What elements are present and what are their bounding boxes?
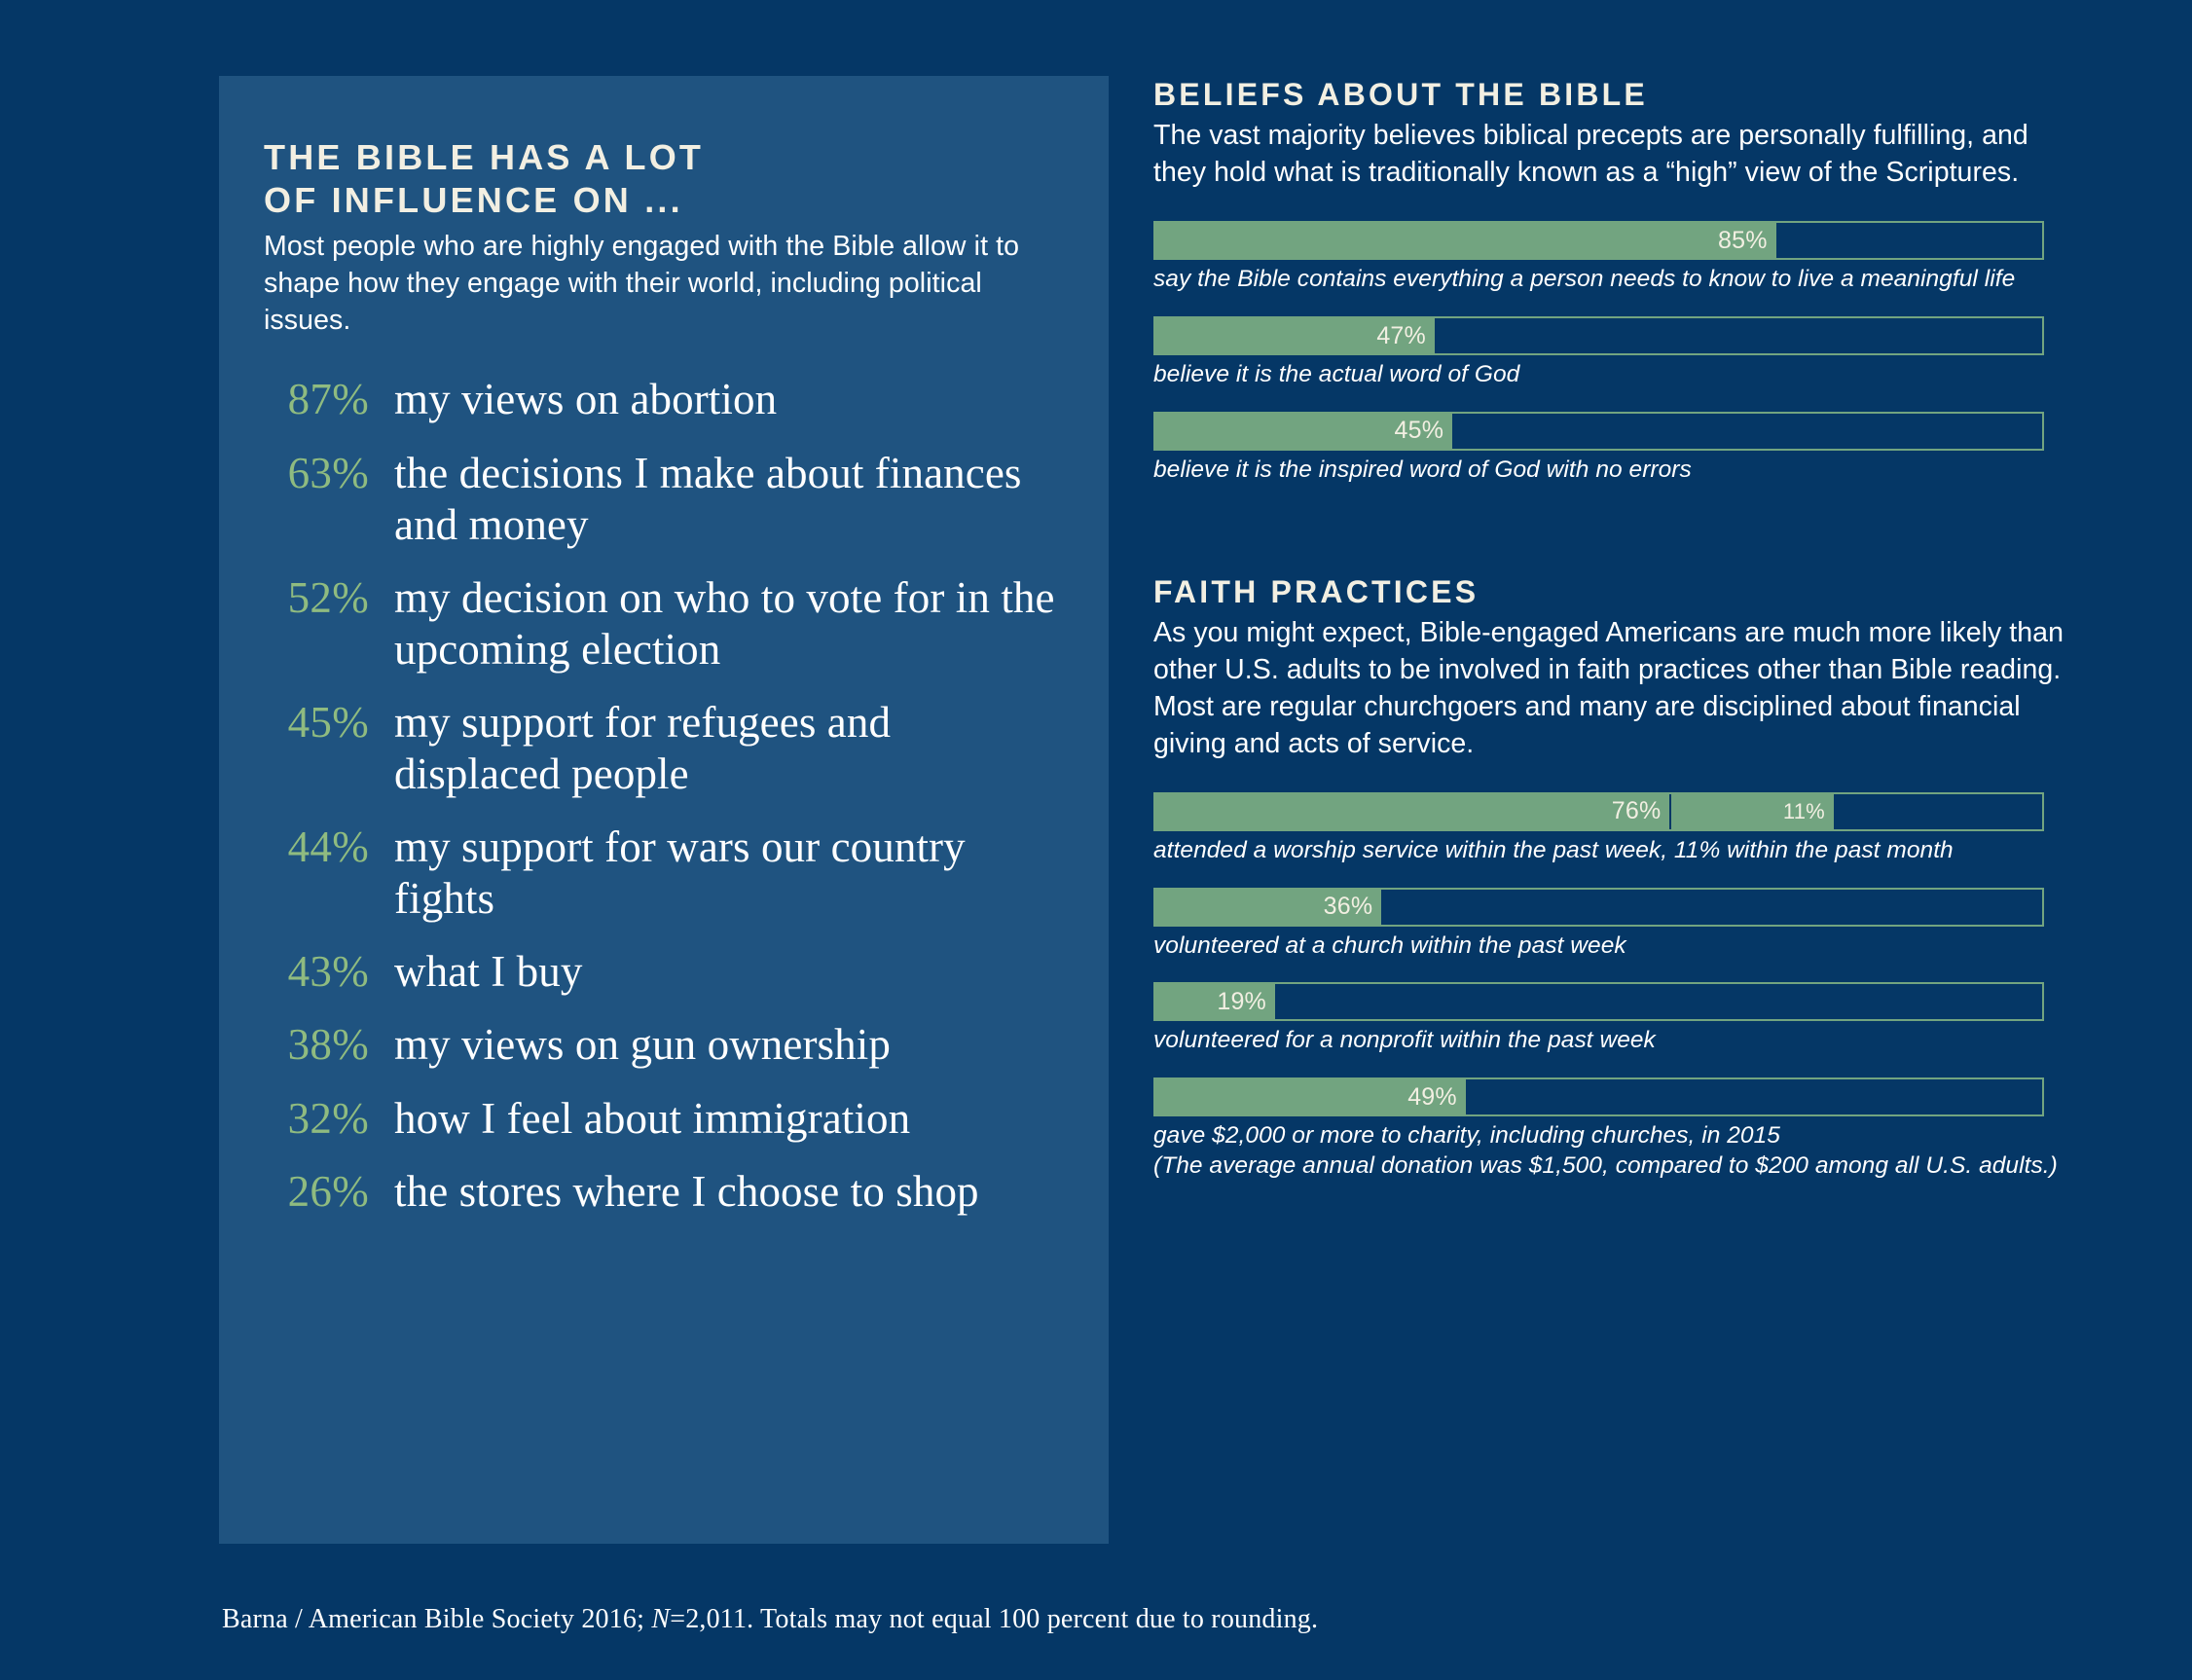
- list-item: [264, 822, 1056, 925]
- influence-label: my support for refugees and displaced people: [394, 697, 892, 799]
- influence-percent: 87%: [287, 375, 369, 424]
- bar-track: [1153, 316, 2044, 355]
- bar-caption: [1153, 1121, 2083, 1182]
- influence-title-line2: OF INFLUENCE ON ...: [264, 179, 683, 220]
- beliefs-section: [1153, 76, 2083, 486]
- influence-label: what I buy: [394, 947, 583, 997]
- practices-bars: [1153, 792, 2083, 1182]
- footnote-suffix: =2,011. Totals may not equal 100 percent due to rounding.: [670, 1604, 1319, 1634]
- influence-subtitle: Most people who are highly engaged with the Bible allow it to shape how they engage with their world, including political issues.: [264, 230, 1020, 336]
- list-item: [264, 1166, 1056, 1218]
- bar-value: 19%: [1217, 987, 1266, 1015]
- bar-segment-secondary: [1669, 794, 1834, 829]
- bar-track: [1153, 412, 2044, 451]
- bar-segment: [1155, 414, 1452, 449]
- list-item: [264, 1019, 1056, 1071]
- bar-caption: say the Bible contains everything a person needs to know to live a meaningful life: [1153, 266, 2016, 293]
- bar-block: [1153, 792, 2083, 866]
- influence-list: [264, 374, 1056, 1217]
- bar-track: [1153, 1077, 2044, 1116]
- beliefs-description: The vast majority believes biblical precepts are personally fulfilling, and they hold what is traditionally known as a “high” view of the Scriptures.: [1153, 120, 2028, 189]
- bar-value: 47%: [1376, 321, 1426, 349]
- bar-value: 36%: [1323, 893, 1373, 921]
- bar-block: [1153, 316, 2083, 390]
- practices-description: As you might expect, Bible-engaged Americans are much more likely than other U.S. adults to be involved in faith practices other than Bible reading. Most are regular churchgoers and many are disciplined about financial giving and acts of service.: [1153, 617, 2064, 759]
- influence-label: my support for wars our country fights: [394, 822, 966, 924]
- influence-percent: 32%: [287, 1093, 369, 1143]
- source-footnote: [222, 1604, 1318, 1635]
- influence-percent: 44%: [287, 822, 369, 872]
- influence-label: my decision on who to vote for in the upcoming election: [394, 572, 1055, 674]
- footnote-n: N: [651, 1604, 671, 1634]
- bar-track: [1153, 221, 2044, 260]
- bar-track: [1153, 888, 2044, 927]
- bar-value: 85%: [1718, 226, 1768, 254]
- bar-value-secondary: 11%: [1782, 798, 1825, 823]
- bar-caption: attended a worship service within the past week, 11% within the past month: [1153, 836, 1954, 863]
- bar-block: [1153, 1077, 2083, 1182]
- bar-value: 45%: [1394, 417, 1444, 445]
- influence-percent: 43%: [287, 947, 369, 997]
- bar-caption-line2: (The average annual donation was $1,500, compared to $200 among all U.S. adults.): [1153, 1152, 2058, 1180]
- bar-caption: volunteered for a nonprofit within the past week: [1153, 1027, 1656, 1054]
- influence-title-line1: THE BIBLE HAS A LOT: [264, 137, 705, 177]
- bar-value: 49%: [1407, 1082, 1457, 1111]
- influence-label: the decisions I make about finances and money: [394, 448, 1022, 549]
- list-item: [264, 448, 1056, 551]
- influence-percent: 52%: [287, 572, 369, 622]
- influence-label: how I feel about immigration: [394, 1093, 911, 1143]
- influence-label: the stores where I choose to shop: [394, 1166, 979, 1216]
- bar-caption: volunteered at a church within the past week: [1153, 931, 1626, 959]
- bar-segment: [1155, 984, 1275, 1019]
- bar-track: [1153, 982, 2044, 1021]
- practices-section: [1153, 573, 2083, 1182]
- bar-segment: [1155, 223, 1776, 258]
- bar-caption: believe it is the inspired word of God with no errors: [1153, 456, 1692, 483]
- list-item: [264, 697, 1056, 800]
- bar-segment: [1155, 318, 1435, 353]
- beliefs-title: BELIEFS ABOUT THE BIBLE: [1153, 77, 1648, 112]
- list-item: [264, 572, 1056, 676]
- bar-value: 76%: [1611, 797, 1662, 825]
- bar-segment: [1155, 794, 1669, 829]
- bar-block: [1153, 982, 2083, 1056]
- list-item: [264, 1093, 1056, 1145]
- influence-label: my views on gun ownership: [394, 1020, 891, 1070]
- influence-percent: 63%: [287, 448, 369, 497]
- bar-block: [1153, 888, 2083, 962]
- list-item: [264, 374, 1056, 425]
- right-column: [1153, 76, 2083, 1203]
- bar-caption-line1: gave $2,000 or more to charity, including churches, in 2015: [1153, 1122, 1780, 1150]
- bar-segment: [1155, 890, 1381, 925]
- list-item: [264, 946, 1056, 998]
- influence-title: [264, 136, 1056, 222]
- section-spacer: [1153, 507, 2083, 573]
- bar-caption: believe it is the actual word of God: [1153, 361, 1520, 388]
- bar-segment: [1155, 1079, 1466, 1114]
- influence-label: my views on abortion: [394, 375, 778, 424]
- practices-title: FAITH PRACTICES: [1153, 573, 1480, 609]
- influence-percent: 26%: [287, 1166, 369, 1216]
- influence-percent: 38%: [287, 1020, 369, 1070]
- influence-panel: [219, 76, 1109, 1544]
- bar-block: [1153, 221, 2083, 295]
- beliefs-bars: [1153, 221, 2083, 486]
- influence-percent: 45%: [287, 697, 369, 747]
- bar-block: [1153, 412, 2083, 486]
- footnote-prefix: Barna / American Bible Society 2016;: [222, 1604, 652, 1634]
- bar-track: [1153, 792, 2044, 831]
